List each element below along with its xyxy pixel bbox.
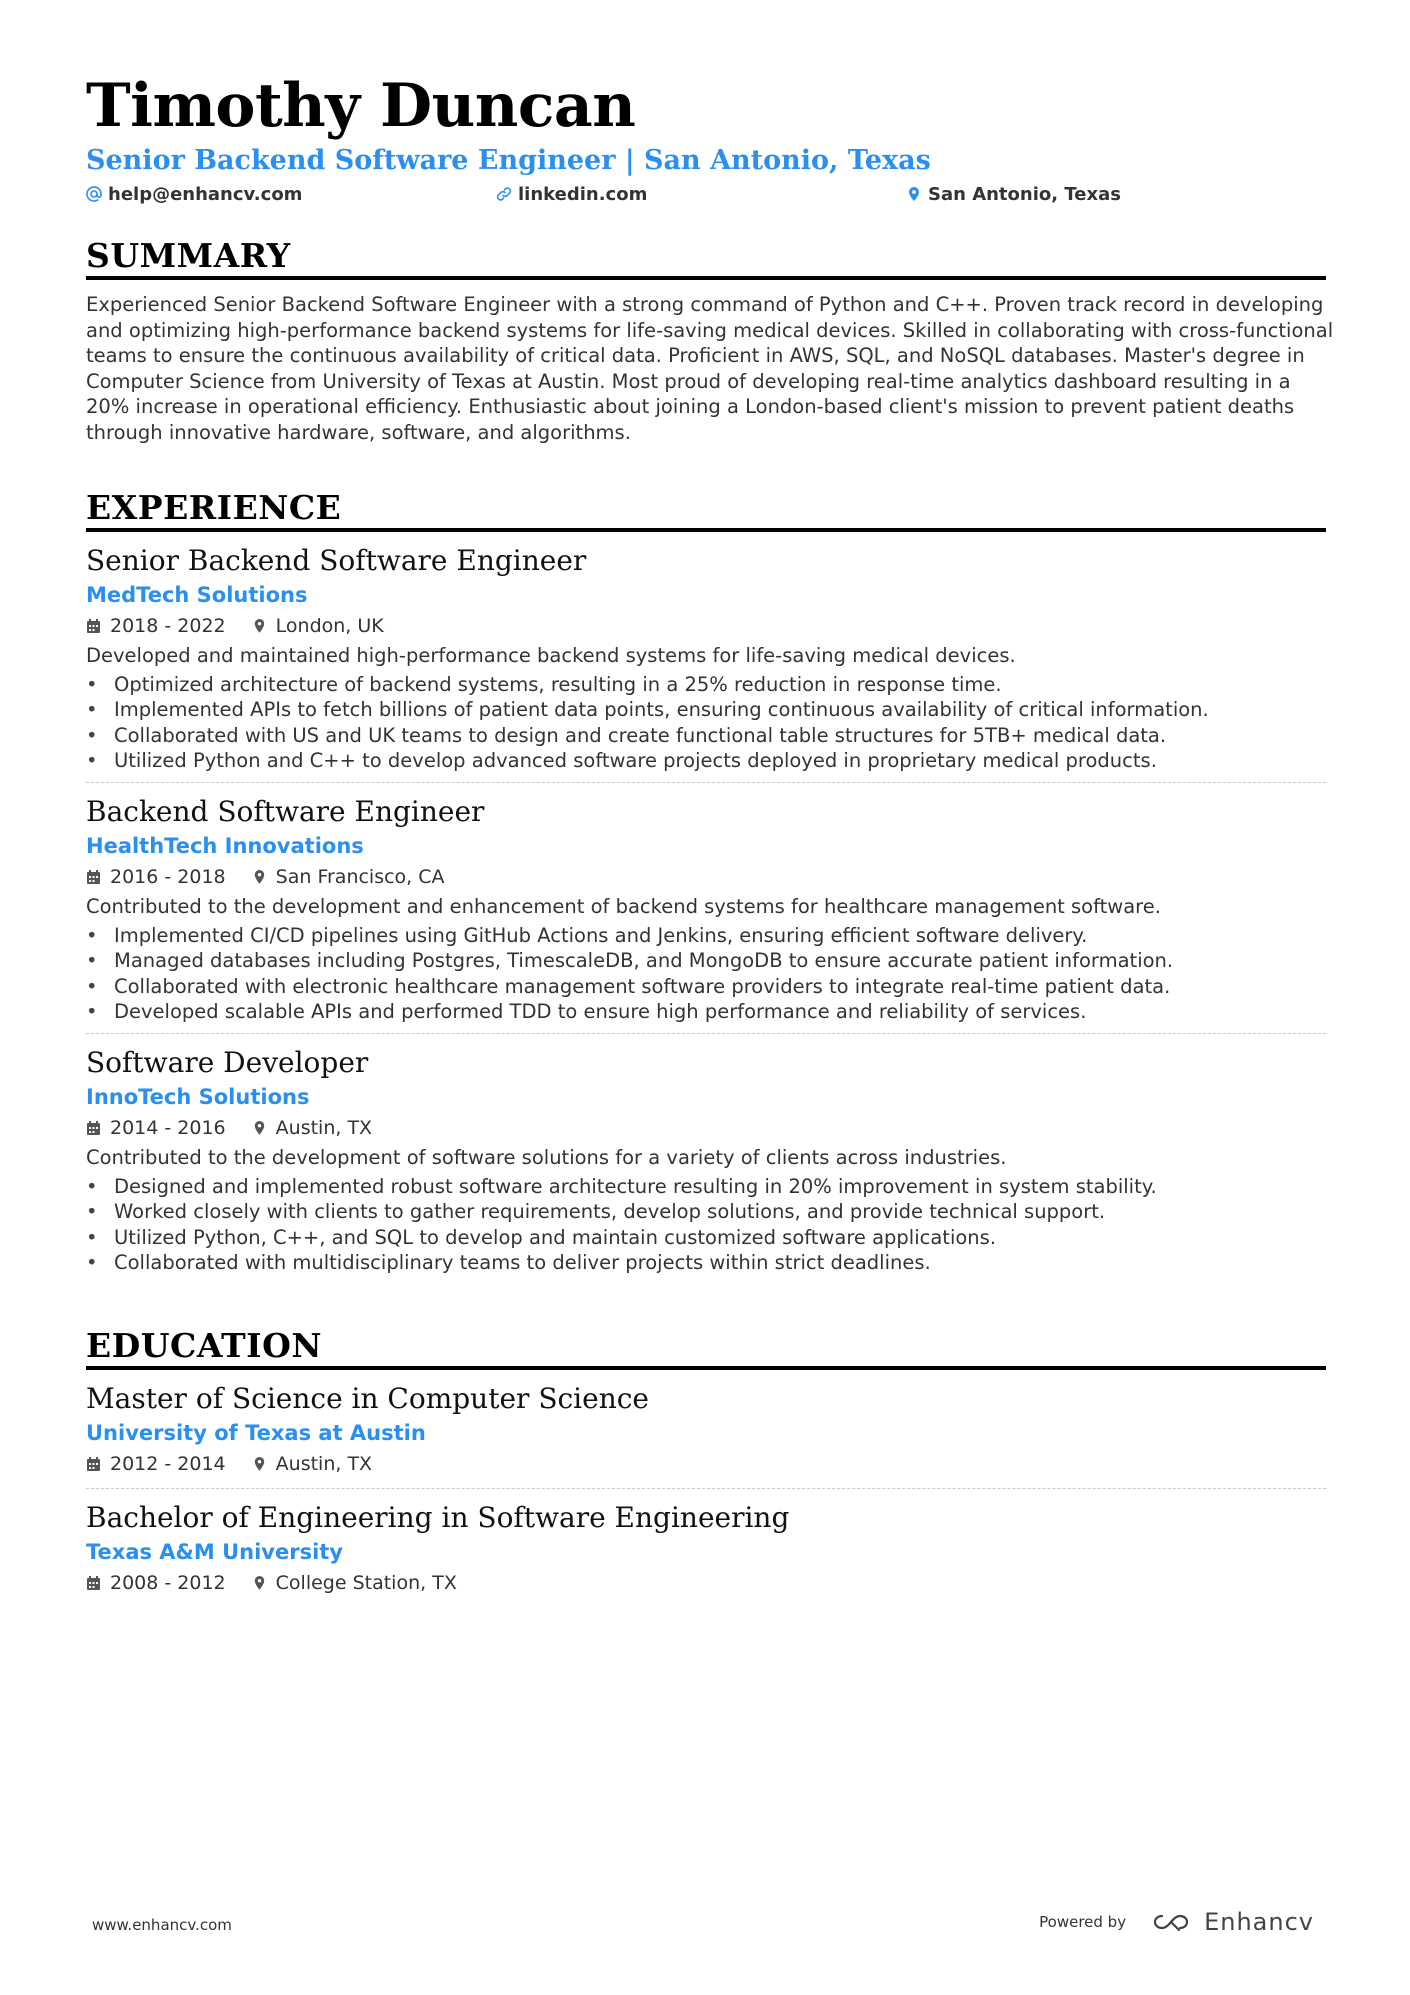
brand-name: Enhancv — [1204, 1908, 1314, 1936]
job-description: Contributed to the development and enhancement of backend systems for healthcare management software. — [86, 894, 1161, 918]
bullet-item: • Optimized architecture of backend systems, resulting in a 25% reduction in response time. — [86, 672, 1326, 698]
calendar-icon — [86, 618, 101, 634]
company-name: MedTech Solutions — [86, 582, 308, 607]
degree-title: Bachelor of Engineering in Software Engineering — [86, 1500, 790, 1534]
calendar-icon — [86, 869, 101, 885]
job-location-text: Austin, TX — [275, 1116, 373, 1139]
degree-title: Master of Science in Computer Science — [86, 1381, 649, 1415]
company-name: HealthTech Innovations — [86, 833, 364, 858]
experience-entry — [86, 532, 1326, 782]
infinity-logo-icon — [1150, 1910, 1196, 1934]
education-dates-text: 2008 - 2012 — [110, 1571, 226, 1594]
job-bullets — [86, 923, 1326, 1025]
job-bullets — [86, 1174, 1326, 1276]
contact-location-text: San Antonio, Texas — [928, 183, 1121, 205]
job-dates — [86, 861, 226, 893]
education-meta — [86, 1448, 1326, 1480]
job-location-text: London, UK — [275, 614, 384, 637]
bullet-item: • Utilized Python, C++, and SQL to develop and maintain customized software applications. — [86, 1225, 1326, 1251]
job-description: Contributed to the development of software solutions for a variety of clients across industries. — [86, 1145, 1007, 1169]
bullet-item: • Collaborated with electronic healthcare management software providers to integrate real-time patient data. — [86, 974, 1326, 1000]
footer-website[interactable]: www.enhancv.com — [92, 1916, 232, 1934]
summary-text: Experienced Senior Backend Software Engineer with a strong command of Python and C++. Proven track record in developing and optimizing high-performance backend systems for life-saving medical devices. Skilled in collaborating with cross-functional teams to ensure the continuous availability of critical data. Proficient in AWS, SQL, and NoSQL databases. Master's degree in Computer Science from University of Texas at Austin. Most proud of developing real-time analytics dashboard resulting in a 20% increase in operational efficiency. Enthusiastic about joining a London-based client's mission to prevent patient deaths through innovative hardware, software, and algorithms. — [86, 293, 1334, 444]
map-pin-icon — [906, 186, 922, 202]
education-meta — [86, 1567, 1326, 1599]
school-name: Texas A&M University — [86, 1539, 343, 1564]
at-icon — [86, 186, 102, 202]
map-pin-icon — [252, 1120, 267, 1136]
bullet-item: • Collaborated with multidisciplinary teams to deliver projects within strict deadlines. — [86, 1250, 1326, 1276]
link-icon — [496, 186, 512, 202]
bullet-item: • Implemented APIs to fetch billions of patient data points, ensuring continuous availability of critical information. — [86, 697, 1326, 723]
contact-link-text: linkedin.com — [518, 183, 648, 205]
contact-bar — [86, 180, 1326, 208]
experience-entry — [86, 1033, 1326, 1284]
bullet-item: • Designed and implemented robust software architecture resulting in 20% improvement in system stability. — [86, 1174, 1326, 1200]
job-dates-text: 2014 - 2016 — [110, 1116, 226, 1139]
map-pin-icon — [252, 1456, 267, 1472]
job-dates-text: 2016 - 2018 — [110, 865, 226, 888]
job-meta — [86, 1112, 1326, 1144]
job-dates-text: 2018 - 2022 — [110, 614, 226, 637]
resume-page — [86, 70, 1334, 1607]
bullet-item: • Worked closely with clients to gather requirements, develop solutions, and provide technical support. — [86, 1199, 1326, 1225]
calendar-icon — [86, 1120, 101, 1136]
job-location — [252, 610, 384, 642]
calendar-icon — [86, 1456, 101, 1472]
map-pin-icon — [252, 618, 267, 634]
job-bullets — [86, 672, 1326, 774]
education-entry — [86, 1370, 1326, 1488]
calendar-icon — [86, 1575, 101, 1591]
contact-email-text: help@enhancv.com — [108, 183, 303, 205]
experience-entry — [86, 782, 1326, 1033]
summary-heading: SUMMARY — [86, 236, 1326, 280]
bullet-item: • Collaborated with US and UK teams to design and create functional table structures for 5TB+ medical data. — [86, 723, 1326, 749]
powered-by-label: Powered by — [1039, 1913, 1127, 1931]
bullet-item: • Managed databases including Postgres, TimescaleDB, and MongoDB to ensure accurate patient information. — [86, 948, 1326, 974]
education-location-text: College Station, TX — [275, 1571, 457, 1594]
candidate-subtitle: Senior Backend Software Engineer | San Antonio, Texas — [86, 145, 931, 176]
bullet-item: • Developed scalable APIs and performed TDD to ensure high performance and reliability of services. — [86, 999, 1326, 1025]
enhancv-logo[interactable] — [1150, 1908, 1314, 1936]
job-meta — [86, 610, 1326, 642]
education-location-text: Austin, TX — [275, 1452, 373, 1475]
education-dates — [86, 1448, 226, 1480]
contact-link[interactable] — [496, 184, 906, 205]
education-heading: EDUCATION — [86, 1326, 1326, 1370]
footer-branding — [1039, 1908, 1314, 1936]
education-location — [252, 1567, 457, 1599]
education-entry — [86, 1488, 1326, 1607]
job-dates — [86, 610, 226, 642]
contact-location — [906, 184, 1206, 205]
job-dates — [86, 1112, 226, 1144]
job-meta — [86, 861, 1326, 893]
job-location-text: San Francisco, CA — [275, 865, 445, 888]
job-title: Backend Software Engineer — [86, 794, 485, 828]
bullet-item: • Implemented CI/CD pipelines using GitHub Actions and Jenkins, ensuring efficient software delivery. — [86, 923, 1326, 949]
contact-email[interactable] — [86, 184, 496, 205]
education-dates — [86, 1567, 226, 1599]
company-name: InnoTech Solutions — [86, 1084, 310, 1109]
education-location — [252, 1448, 372, 1480]
map-pin-icon — [252, 869, 267, 885]
job-description: Developed and maintained high-performance backend systems for life-saving medical devices. — [86, 643, 1016, 667]
experience-heading: EXPERIENCE — [86, 488, 1326, 532]
job-location — [252, 861, 445, 893]
job-title: Senior Backend Software Engineer — [86, 543, 587, 577]
candidate-name: Timothy Duncan — [86, 71, 636, 141]
school-name: University of Texas at Austin — [86, 1420, 426, 1445]
bullet-item: • Utilized Python and C++ to develop advanced software projects deployed in proprietary medical products. — [86, 748, 1326, 774]
map-pin-icon — [252, 1575, 267, 1591]
job-title: Software Developer — [86, 1045, 369, 1079]
education-dates-text: 2012 - 2014 — [110, 1452, 226, 1475]
job-location — [252, 1112, 372, 1144]
